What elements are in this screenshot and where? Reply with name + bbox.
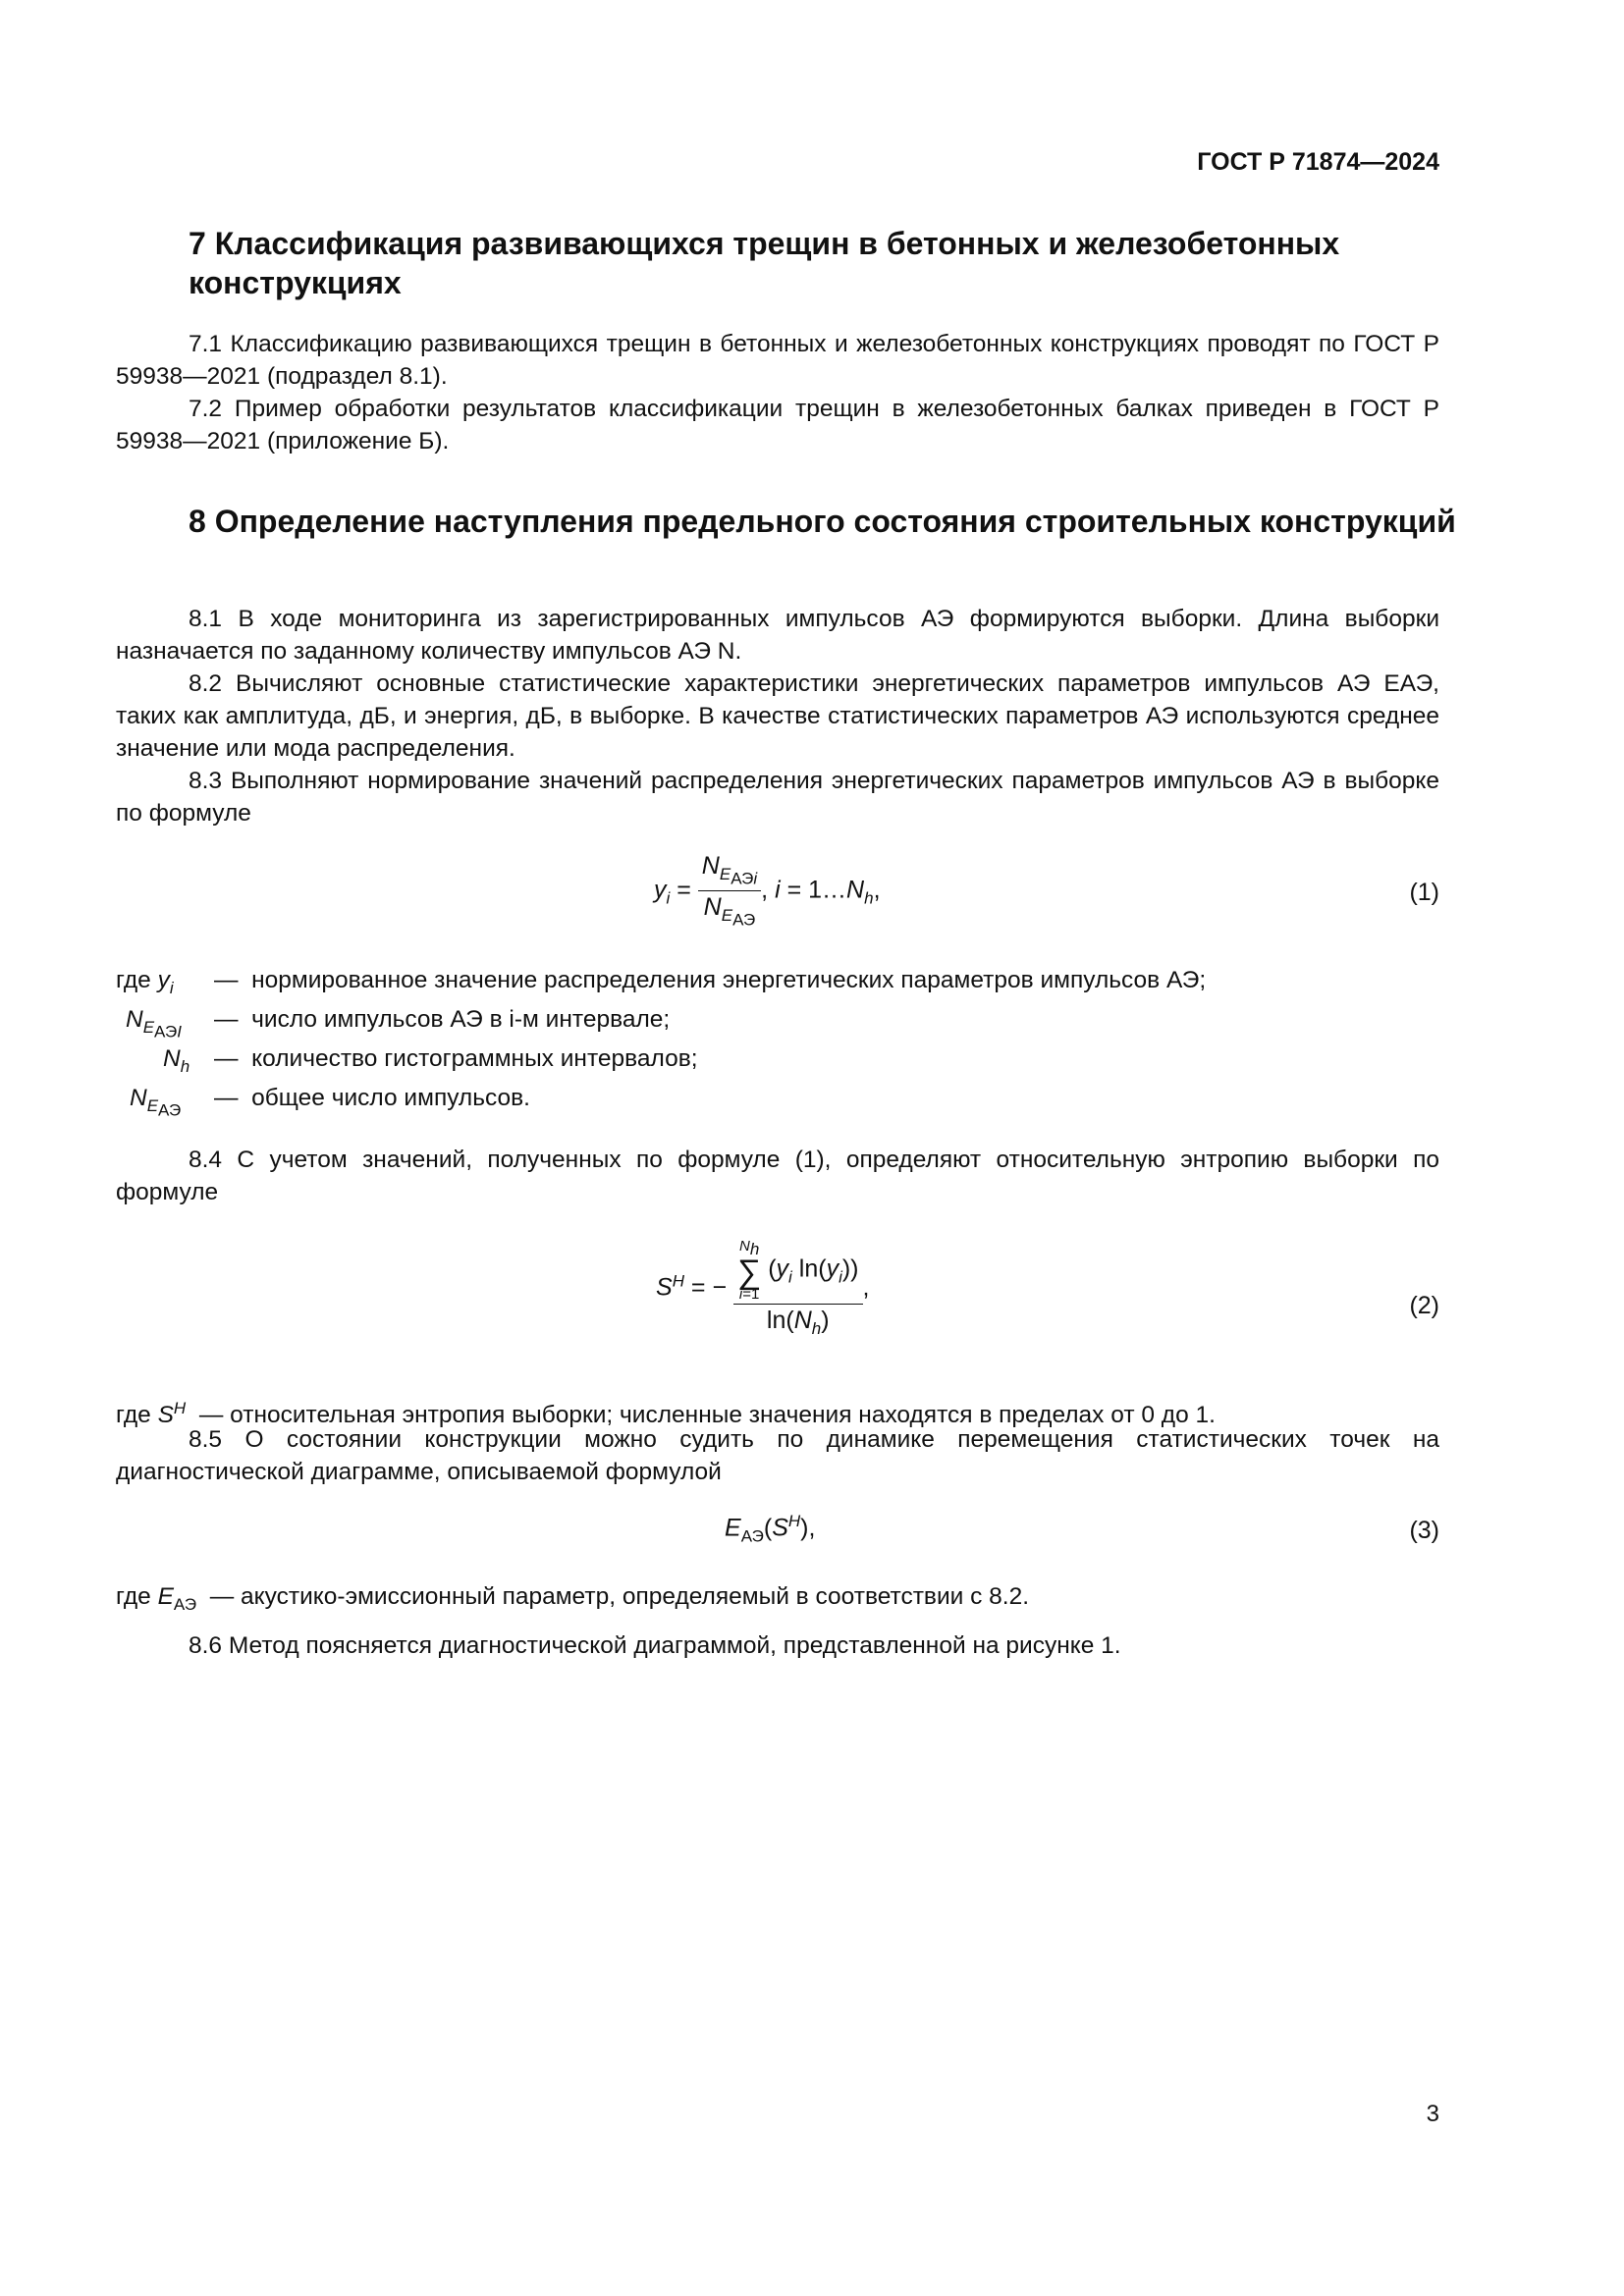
- legend-row: где $y_i$: [116, 967, 174, 997]
- paragraph-8-4: 8.4 С учетом значений, полученных по формуле (1), определяют относительную энтропию выборки по формуле: [116, 1147, 1439, 1205]
- document-code-header: ГОСТ Р 71874—2024: [1197, 148, 1439, 176]
- paragraph-8-1: 8.1 В ходе мониторинга из зарегистрированных импульсов АЭ формируются выборки. Длина выборки назначается по заданному количеству импульсов АЭ N.: [116, 606, 1439, 665]
- formula-2: $S^H$ = − $N_h$ ∑ i=1 ($y_i$ $\ln(y_i)$) $\ln(N_h)$ ,: [656, 1238, 870, 1338]
- paragraph-8-3: 8.3 Выполняют нормирование значений распределения энергетических параметров импульсов АЭ в выборке по формуле: [116, 768, 1439, 827]
- legend-row-text: — общее число импульсов.: [214, 1085, 530, 1111]
- paragraph-7-2: 7.2 Пример обработки результатов классификации трещин в железобетонных балках приведен в ГОСТ Р 59938—2021 (приложение Б).: [116, 396, 1439, 454]
- paragraph-8-5: 8.5 О состоянии конструкции можно судить по динамике перемещения статистических точек на диагностической диаграмме, описываемой формулой: [116, 1426, 1439, 1485]
- legend-row: $N_{E_{АЭI}}$: [126, 1006, 182, 1041]
- formula-3-number: (3): [1409, 1517, 1439, 1544]
- formula-2-legend: где $S^H$ — относительная энтропия выборки; численные значения находятся в пределах от 0 до 1.: [116, 1399, 1216, 1429]
- page-number: 3: [1426, 2101, 1439, 2127]
- section-7-heading: 7 Классификация развивающихся трещин в бетонных и железобетонных конструкциях: [189, 226, 1340, 300]
- formula-1: $y_i$ = $\frac{N_{E_{АЭi}}}{N_{E_{АЭ}}}$ , $i = 1\dots N_h$,: [654, 852, 881, 930]
- section-8-heading: 8 Определение наступления предельного состояния строительных конструкций: [189, 504, 1456, 539]
- paragraph-8-2: 8.2 Вычисляют основные статистические характеристики энергетических параметров импульсов АЭ EАЭ, таких как амплитуда, дБ, и энергия, дБ, в выборке. В качестве статистических параметров АЭ используются среднее значение или мода распределения.: [116, 670, 1439, 762]
- legend-row-text: — нормированное значение распределения энергетических параметров импульсов АЭ;: [214, 967, 1207, 993]
- legend-row-text: — количество гистограммных интервалов;: [214, 1045, 698, 1072]
- formula-3: $E_{АЭ}(S^H)$,: [725, 1512, 816, 1546]
- formula-1-number: (1): [1409, 879, 1439, 906]
- legend-row-text: — число импульсов АЭ в i-м интервале;: [214, 1006, 671, 1033]
- legend-row: $N_{E_{АЭ}}$: [130, 1085, 182, 1120]
- paragraph-8-6: 8.6 Метод поясняется диагностической диаграммой, представленной на рисунке 1.: [189, 1632, 1121, 1659]
- formula-3-legend: где $E_{АЭ}$ — акустико-эмиссионный параметр, определяемый в соответствии с 8.2.: [116, 1583, 1030, 1614]
- paragraph-7-1: 7.1 Классификацию развивающихся трещин в бетонных и железобетонных конструкциях проводят по ГОСТ Р 59938—2021 (подраздел 8.1).: [116, 331, 1439, 390]
- formula-2-number: (2): [1409, 1292, 1439, 1319]
- legend-row: $N_h$: [163, 1045, 190, 1076]
